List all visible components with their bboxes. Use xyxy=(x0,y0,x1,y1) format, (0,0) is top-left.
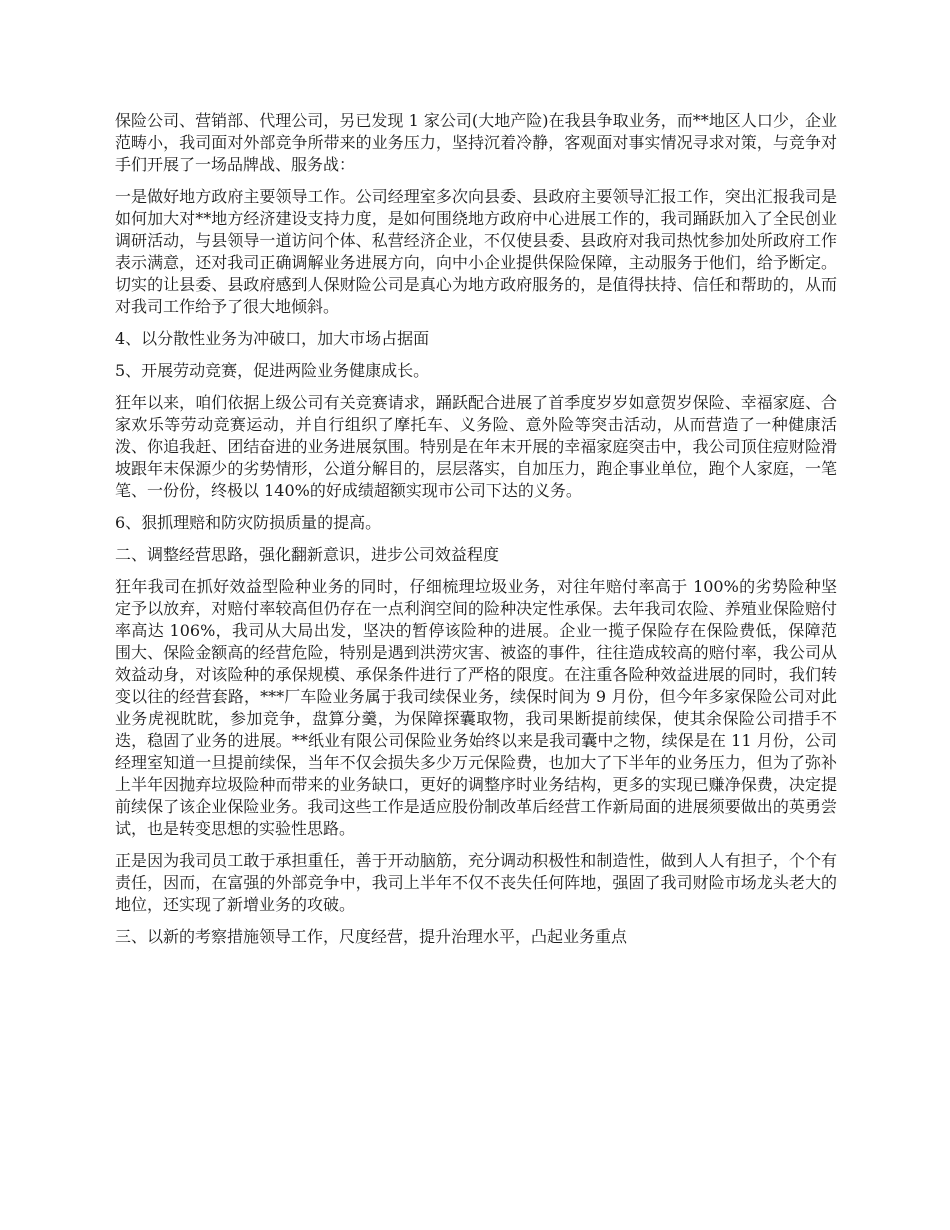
paragraph-intro: 保险公司、营销部、代理公司，另已发现 1 家公司(大地产险)在我县争取业务，而**地区人口少，企业范畴小，我司面对外部竞争所带来的业务压力，坚持沉着冷静，客观面对事实情况寻求对策，与竞争对手们开展了一场品牌战、服务战： xyxy=(115,111,837,174)
heading-item-5: 5、开展劳动竞赛，促进两险业务健康成长。 xyxy=(115,361,430,380)
document-body xyxy=(115,110,837,958)
section-heading-2: 二、调整经营思路，强化翻新意识，进步公司效益程度 xyxy=(115,545,500,564)
paragraph-staff-responsibility: 正是因为我司员工敢于承担重任，善于开动脑筋，充分调动积极性和制造性，做到人人有担子，个个有责任，因而，在富强的外部竞争中，我司上半年不仅不丧失任何阵地，强固了我司财险市场龙头老大的地位，还实现了新增业务的攻破。 xyxy=(115,851,837,914)
heading-item-6: 6、狠抓理赔和防灾防损质量的提高。 xyxy=(115,513,382,532)
paragraph-business-adjustment: 狂年我司在抓好效益型险种业务的同时，仔细梳理垃圾业务，对往年赔付率高于 100%的劣势险种坚定予以放弃，对赔付率较高但仍存在一点利润空间的险种决定性承保。去年我司农险、养殖业保险赔付率高达 106%，我司从大局出发，坚决的暂停该险种的进展。企业一揽子保险存在保险费低，保障范围大、保险金额高的经营危险，特别是遇到洪涝灾害、被盗的事件，往往造成较高的赔付率，我公司从效益动身，对该险种的承保规模、承保条件进行了严格的限度。在注重各险种效益进展的同时，我们转变以往的经营套路，***厂车险业务属于我司续保业务，续保时间为 9 月份，但今年多家保险公司对此业务虎视眈眈，参加竞争，盘算分羹，为保障探囊取物，我司果断提前续保，使其余保险公司措手不迭，稳固了业务的进展。**纸业有限公司保险业务始终以来是我司囊中之物，续保是在 11 月份，公司经理室知道一旦提前续保，当年不仅会损失多少万元保险费，也加大了下半年的业务压力，但为了弥补上半年因抛弃垃圾险种而带来的业务缺口，更好的调整序时业务结构，更多的实现已赚净保费，决定提前续保了该企业保险业务。我司这些工作是适应股份制改革后经营工作新局面的进展须要做出的英勇尝试，也是转变思想的实验性思路。 xyxy=(115,577,837,838)
heading-item-4: 4、以分散性业务为冲破口，加大市场占据面 xyxy=(115,329,430,348)
paragraph-labor-competition: 狂年以来，咱们依据上级公司有关竞赛请求，踊跃配合进展了首季度岁岁如意贺岁保险、幸福家庭、合家欢乐等劳动竞赛运动，并自行组织了摩托车、义务险、意外险等突击活动，从而营造了一种健康活泼、你追我赶、团结奋进的业务进展氛围。特别是在年末开展的幸福家庭突击中，我公司顶住痘财险滑坡跟年末保源少的劣势情形，公道分解目的，层层落实，自加压力，跑企事业单位，跑个人家庭，一笔笔、一份份，终极以 140%的好成绩超额实现市公司下达的义务。 xyxy=(115,393,837,500)
paragraph-government-work: 一是做好地方政府主要领导工作。公司经理室多次向县委、县政府主要领导汇报工作，突出汇报我司是如何加大对**地方经济建设支持力度，是如何围绕地方政府中心进展工作的，我司踊跃加入了全民创业调研活动，与县领导一道访问个体、私营经济企业，不仅使县委、县政府对我司热忱参加处所政府工作表示满意，还对我司正确调解业务进展方向，向中小企业提供保险保障，主动服务于他们，给予断定。切实的让县委、县政府感到人保财险公司是真心为地方政府服务的，是值得扶持、信任和帮助的，从而对我司工作给予了很大地倾斜。 xyxy=(115,187,837,316)
section-heading-3: 三、以新的考察措施领导工作，尺度经营，提升治理水平，凸起业务重点 xyxy=(115,927,628,946)
